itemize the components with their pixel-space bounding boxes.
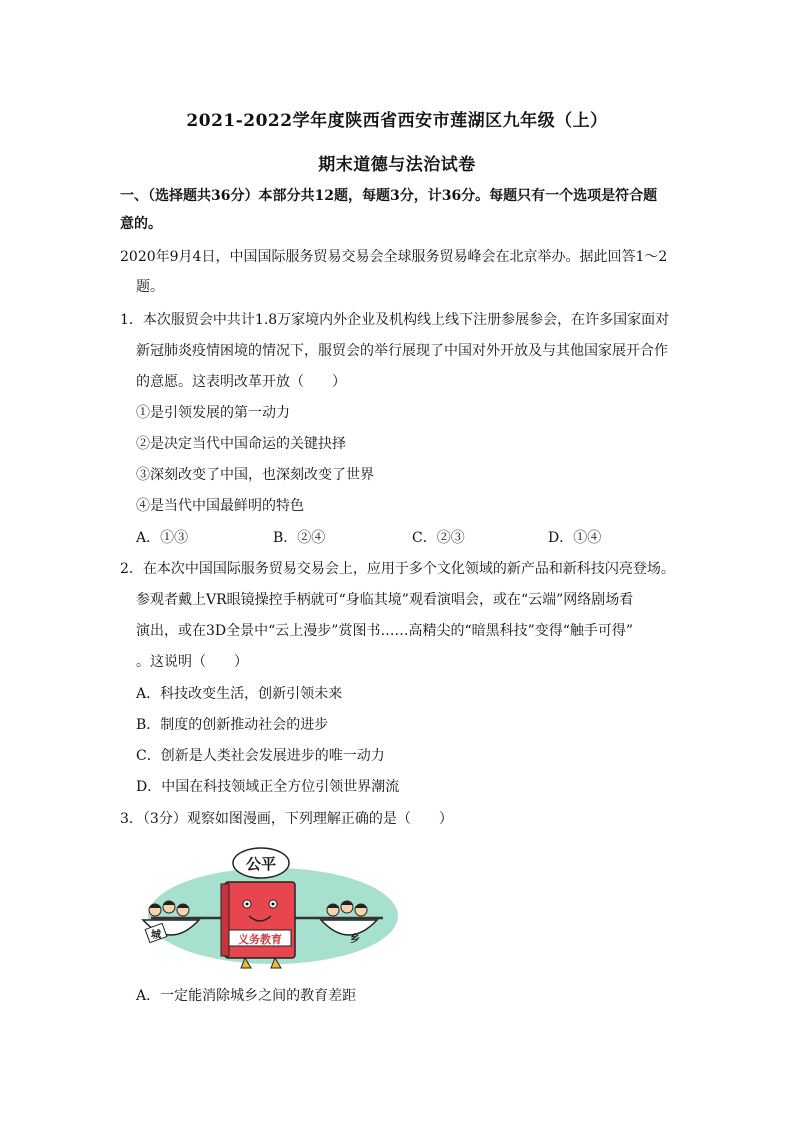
city-label: 城 — [151, 930, 161, 941]
countryside-label: 乡 — [350, 934, 360, 945]
bubble-text: 公平 — [245, 855, 277, 873]
intro-text-cont: 题。 — [136, 279, 164, 295]
question-1-item: ③深刻改变了中国，也深刻改变了世界 — [136, 467, 374, 483]
question-2-option-c[interactable]: C．创新是人类社会发展进步的唯一动力 — [136, 748, 385, 764]
question-1-option-c[interactable]: C．②③ — [412, 530, 465, 546]
question-1-options — [136, 527, 696, 547]
question-1-item: ①是引领发展的第一动力 — [136, 405, 290, 421]
exam-title-line-2: 期末道德与法治试卷 — [318, 155, 476, 175]
question-2-stem-cont: 演出，或在3D全景中“云上漫步”赏图书……高精尖的“暗黑科技”变得“触手可得” — [136, 623, 634, 639]
question-1-stem-end: 的意愿。这表明改革开放（ ） — [136, 374, 346, 390]
question-1-stem: 1．本次服贸会中共计1.8万家境内外企业及机构线上线下注册参展参会，在许多国家面对 — [120, 312, 670, 328]
question-1-item: ④是当代中国最鲜明的特色 — [136, 498, 304, 514]
question-2-stem-end: 。这说明（ ） — [136, 654, 248, 670]
question-2-option-a[interactable]: A．科技改变生活，创新引领未来 — [136, 686, 343, 702]
question-3-option-a[interactable]: A．一定能消除城乡之间的教育差距 — [136, 988, 357, 1004]
fairness-bubble — [233, 848, 289, 878]
book-label: 义务教育 — [238, 933, 282, 946]
question-2-option-b[interactable]: B．制度的创新推动社会的进步 — [136, 717, 329, 733]
question-1-option-a[interactable]: A．①③ — [136, 530, 189, 546]
exam-title-line-1: 2021-2022学年度陕西省西安市莲湖区九年级（上） — [186, 111, 608, 131]
fairness-cartoon — [133, 846, 398, 972]
section-heading: 一、（选择题共36分）本部分共12题，每题3分，计36分。每题只有一个选项是符合题 — [120, 188, 658, 204]
question-2-option-d[interactable]: D．中国在科技领域正全方位引领世界潮流 — [136, 779, 400, 795]
question-1-stem-cont: 新冠肺炎疫情困境的情况下，服贸会的举行展现了中国对外开放及与其他国家展开合作 — [136, 343, 668, 359]
section-heading-cont: 意的。 — [120, 216, 162, 232]
question-1-item: ②是决定当代中国命运的关键抉择 — [136, 436, 346, 452]
question-2-stem: 2．在本次中国国际服务贸易交易会上，应用于多个文化领域的新产品和新科技闪亮登场。 — [120, 561, 675, 577]
question-1-option-d[interactable]: D．①④ — [548, 530, 602, 546]
intro-text: 2020年9月4日，中国国际服务贸易交易会全球服务贸易峰会在北京举办。据此回答1～2 — [120, 249, 668, 265]
question-2-stem-cont: 参观者戴上VR眼镜操控手柄就可“身临其境”观看演唱会，或在“云端”网络剧场看 — [136, 592, 634, 608]
question-3-stem: 3．（3分）观察如图漫画，下列理解正确的是（ ） — [120, 811, 453, 827]
question-1-option-b[interactable]: B．②④ — [273, 530, 326, 546]
compulsory-education-book — [221, 882, 295, 968]
